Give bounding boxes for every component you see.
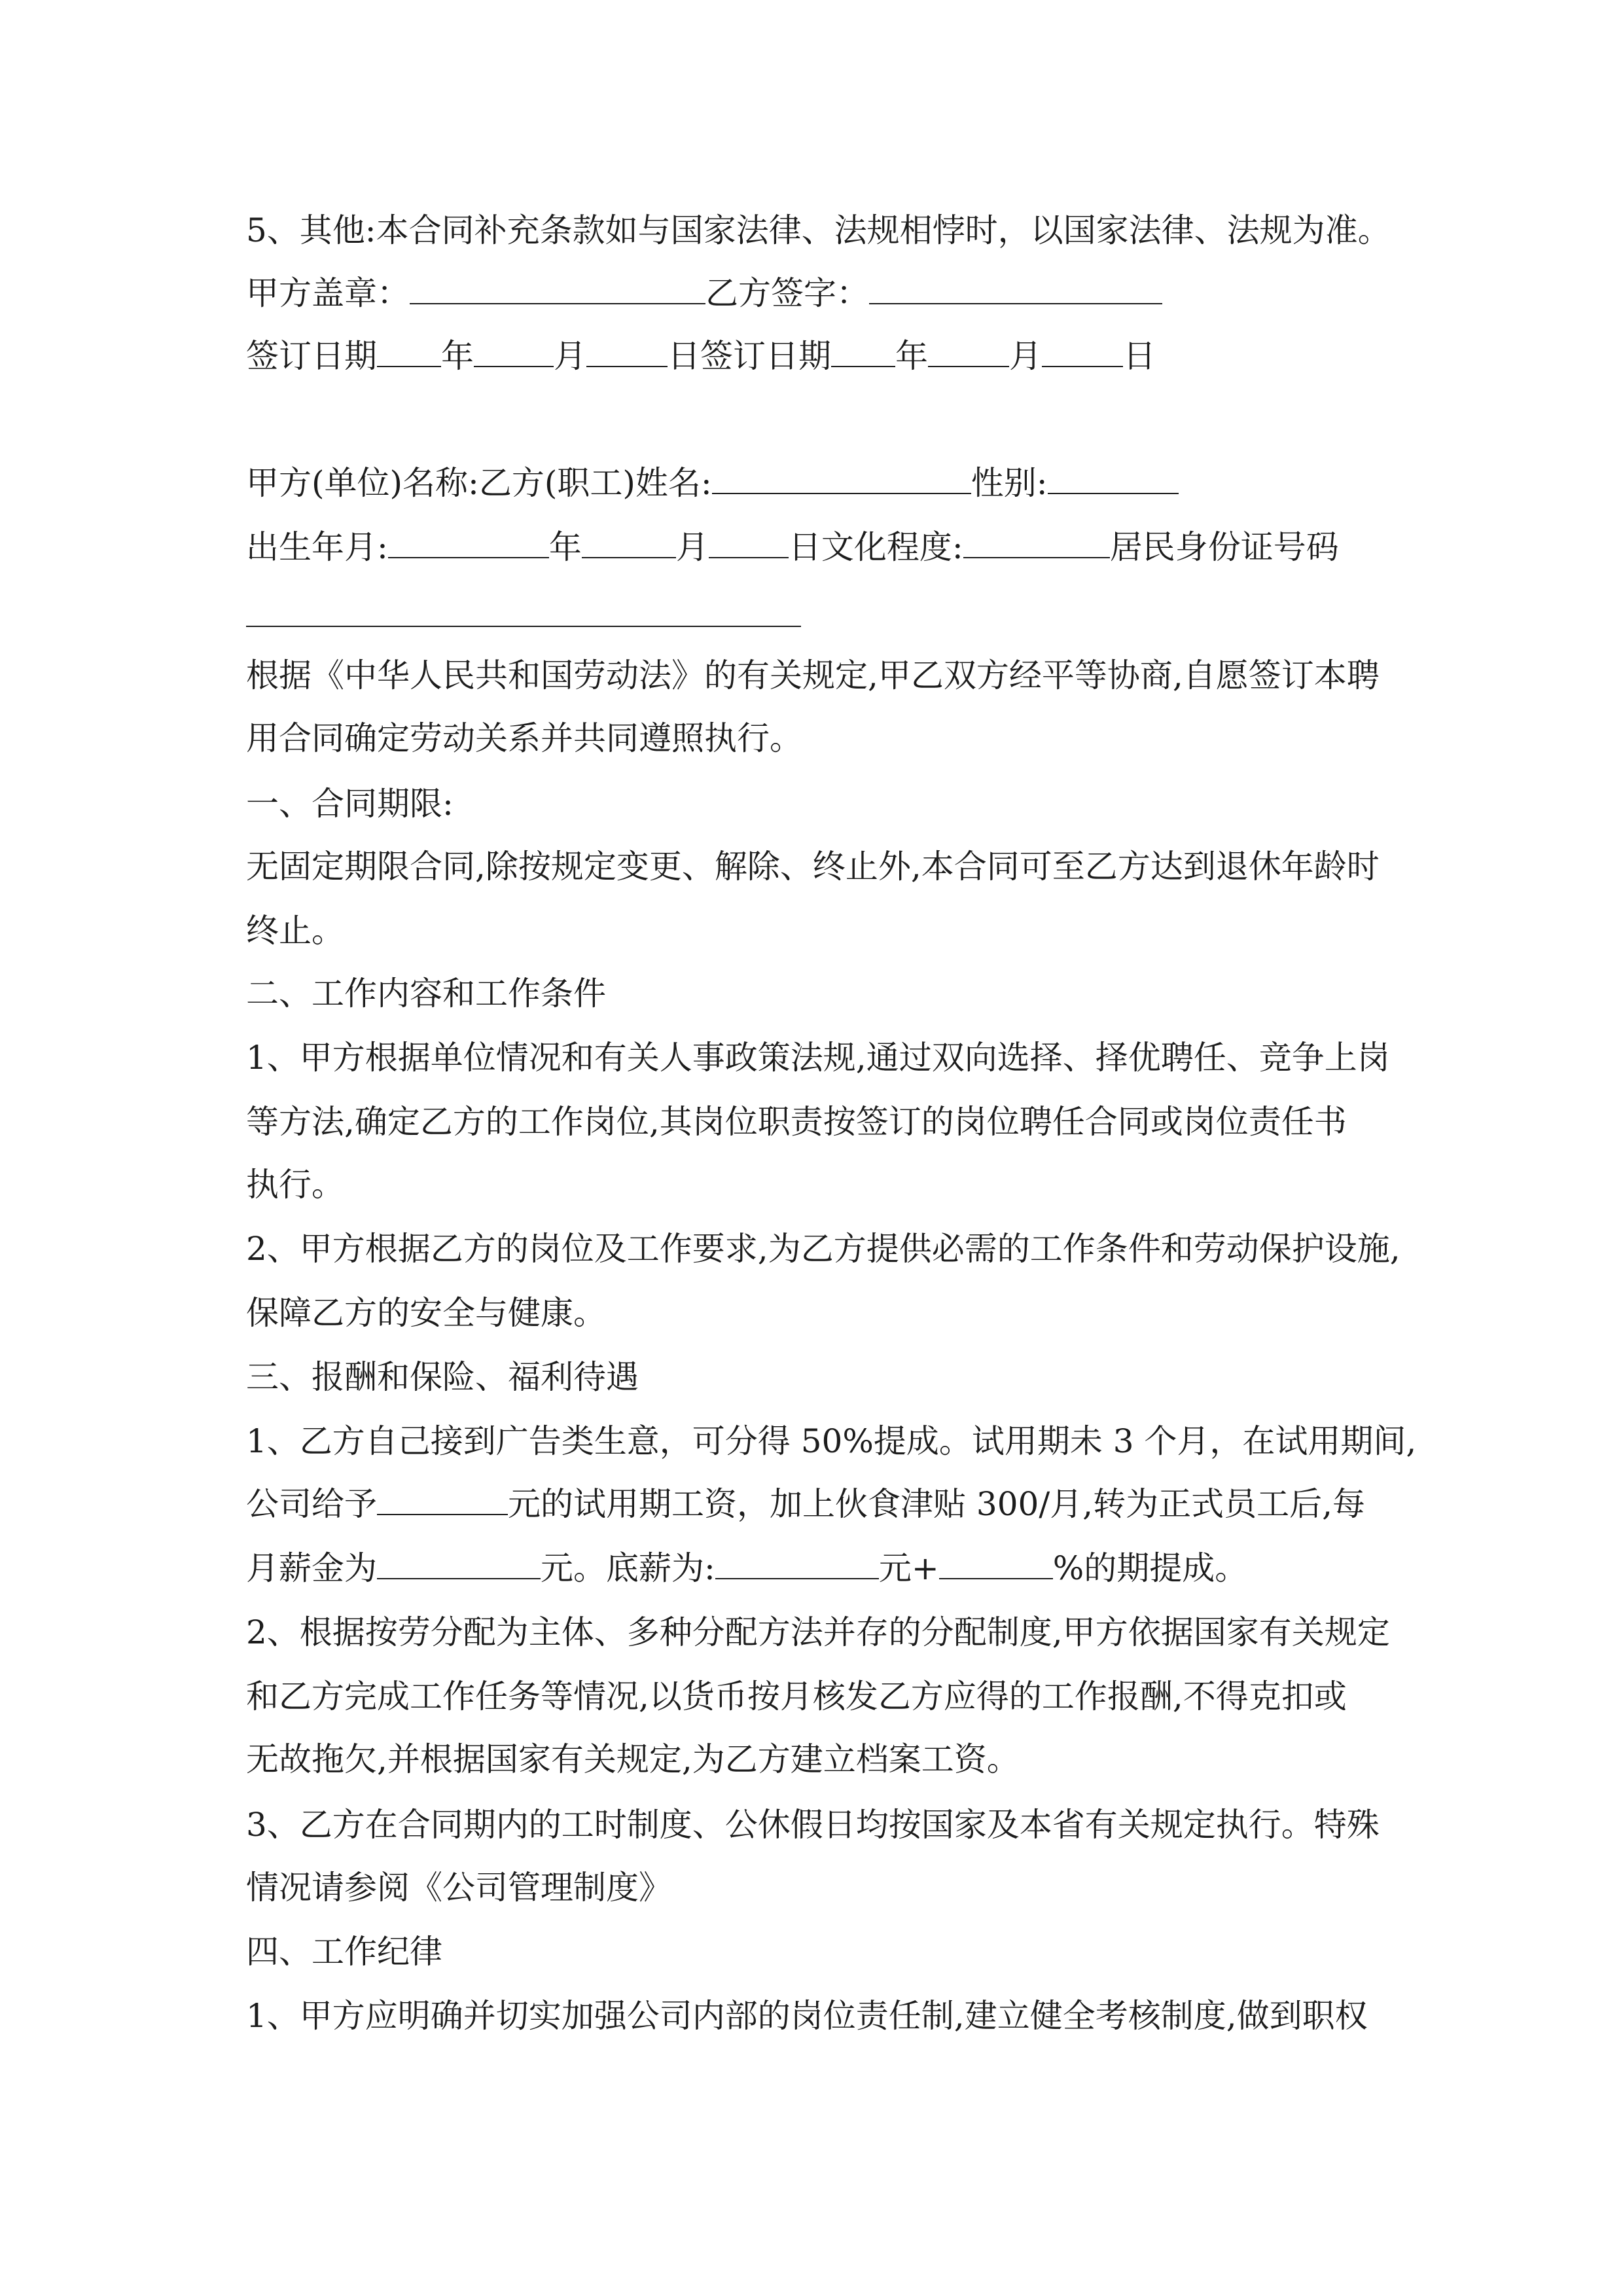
section-1-para-1: 无固定期限合同,除按规定变更、解除、终止外,本合同可至乙方达到退休年龄时 xyxy=(246,848,1380,886)
section-3-item-2-b: 和乙方完成工作任务等情况,以货币按月核发乙方应得的工作报酬,不得克扣或 xyxy=(246,1677,1347,1715)
section-2-title: 二、工作内容和工作条件 xyxy=(246,975,606,1013)
day-label: 日 xyxy=(1123,337,1156,375)
commission-text: %的期提成。 xyxy=(1052,1549,1248,1587)
section-2-item-1-a: 1、甲方根据单位情况和有关人事政策法规,通过双向选择、择优聘任、竞争上岗 xyxy=(246,1039,1390,1077)
party-a-seal-label: 甲方盖章： xyxy=(246,274,410,312)
party-name-label: 甲方(单位)名称:乙方(职工)姓名: xyxy=(246,464,712,502)
month-label: 月 xyxy=(1009,337,1042,375)
year-label: 年 xyxy=(895,337,928,375)
base-pay-label: 元。底薪为: xyxy=(541,1549,715,1587)
month-blank-2[interactable] xyxy=(928,336,1009,367)
section-3-item-2-c: 无故拖欠,并根据国家有关规定,为乙方建立档案工资。 xyxy=(246,1740,1020,1778)
section-3-title: 三、报酬和保险、福利待遇 xyxy=(246,1358,639,1396)
signing-date-line xyxy=(246,335,1398,377)
party-b-sign-blank[interactable] xyxy=(869,273,1162,304)
gender-blank[interactable] xyxy=(1048,463,1179,494)
year-blank-1[interactable] xyxy=(377,336,441,367)
section-1-para-2: 终止。 xyxy=(246,912,344,950)
employee-name-blank[interactable] xyxy=(712,463,971,494)
probation-pay-text: 元的试用期工资，加上伙食津贴 300/月,转为正式员工后,每 xyxy=(508,1485,1365,1523)
day-blank-2[interactable] xyxy=(1042,336,1123,367)
signature-line xyxy=(246,272,1398,314)
section-3-item-1-b xyxy=(246,1483,1398,1525)
year-blank-2[interactable] xyxy=(831,336,895,367)
education-blank[interactable] xyxy=(963,527,1110,558)
year-label: 年 xyxy=(548,528,582,566)
commission-blank[interactable] xyxy=(939,1548,1053,1579)
month-label: 月 xyxy=(675,528,709,566)
signing-date-label: 签订日期 xyxy=(246,337,377,375)
section-4-title: 四、工作纪律 xyxy=(246,1933,442,1971)
year-label: 年 xyxy=(441,337,474,375)
intro-line-1: 根据《中华人民共和国劳动法》的有关规定,甲乙双方经平等协商,自愿签订本聘 xyxy=(246,656,1380,694)
section-1-title: 一、合同期限: xyxy=(246,785,454,823)
salary-label: 月薪金为 xyxy=(246,1549,377,1587)
probation-pay-blank[interactable] xyxy=(377,1484,508,1515)
section-2-item-2-b: 保障乙方的安全与健康。 xyxy=(246,1294,606,1332)
section-4-item-1-a: 1、甲方应明确并切实加强公司内部的岗位责任制,建立健全考核制度,做到职权 xyxy=(246,1997,1368,2035)
section-2-item-1-b: 等方法,确定乙方的工作岗位,其岗位职责按签订的岗位聘任合同或岗位责任书 xyxy=(246,1103,1347,1141)
commission-plus-label: 元+ xyxy=(878,1549,939,1587)
section-3-item-1-c xyxy=(246,1547,1398,1589)
birth-year-blank[interactable] xyxy=(388,527,549,558)
party-name-line xyxy=(246,462,1398,504)
probation-pay-label: 公司给予 xyxy=(246,1485,377,1523)
gender-label: 性别: xyxy=(971,464,1048,502)
birth-day-blank[interactable] xyxy=(709,527,789,558)
salary-blank[interactable] xyxy=(377,1548,541,1579)
id-number-label: 居民身份证号码 xyxy=(1109,528,1339,566)
section-2-item-2-a: 2、甲方根据乙方的岗位及工作要求,为乙方提供必需的工作条件和劳动保护设施, xyxy=(246,1230,1400,1268)
base-pay-blank[interactable] xyxy=(715,1548,879,1579)
education-label: 日文化程度: xyxy=(788,528,963,566)
month-blank-1[interactable] xyxy=(474,336,554,367)
birth-line xyxy=(246,526,1398,568)
other-clause: 5、其他:本合同补充条款如与国家法律、法规相悖时，以国家法律、法规为准。 xyxy=(246,211,1391,249)
id-number-blank[interactable] xyxy=(246,626,801,627)
signing-date-label-2: 日签订日期 xyxy=(668,337,831,375)
section-3-item-3-b: 情况请参阅《公司管理制度》 xyxy=(246,1869,671,1907)
month-label: 月 xyxy=(554,337,586,375)
birth-label: 出生年月: xyxy=(246,528,388,566)
day-blank-1[interactable] xyxy=(586,336,668,367)
birth-month-blank[interactable] xyxy=(582,527,676,558)
intro-line-2: 用合同确定劳动关系并共同遵照执行。 xyxy=(246,719,802,757)
party-a-seal-blank[interactable] xyxy=(410,273,705,304)
section-3-item-2-a: 2、根据按劳分配为主体、多种分配方法并存的分配制度,甲方依据国家有关规定 xyxy=(246,1613,1390,1651)
section-3-item-3-a: 3、乙方在合同期内的工时制度、公休假日均按国家及本省有关规定执行。特殊 xyxy=(246,1806,1380,1844)
section-2-item-1-c: 执行。 xyxy=(246,1166,344,1204)
section-3-item-1-a: 1、乙方自己接到广告类生意，可分得 50%提成。试用期未 3 个月，在试用期间, xyxy=(246,1422,1417,1460)
party-b-sign-label: 乙方签字： xyxy=(705,274,869,312)
